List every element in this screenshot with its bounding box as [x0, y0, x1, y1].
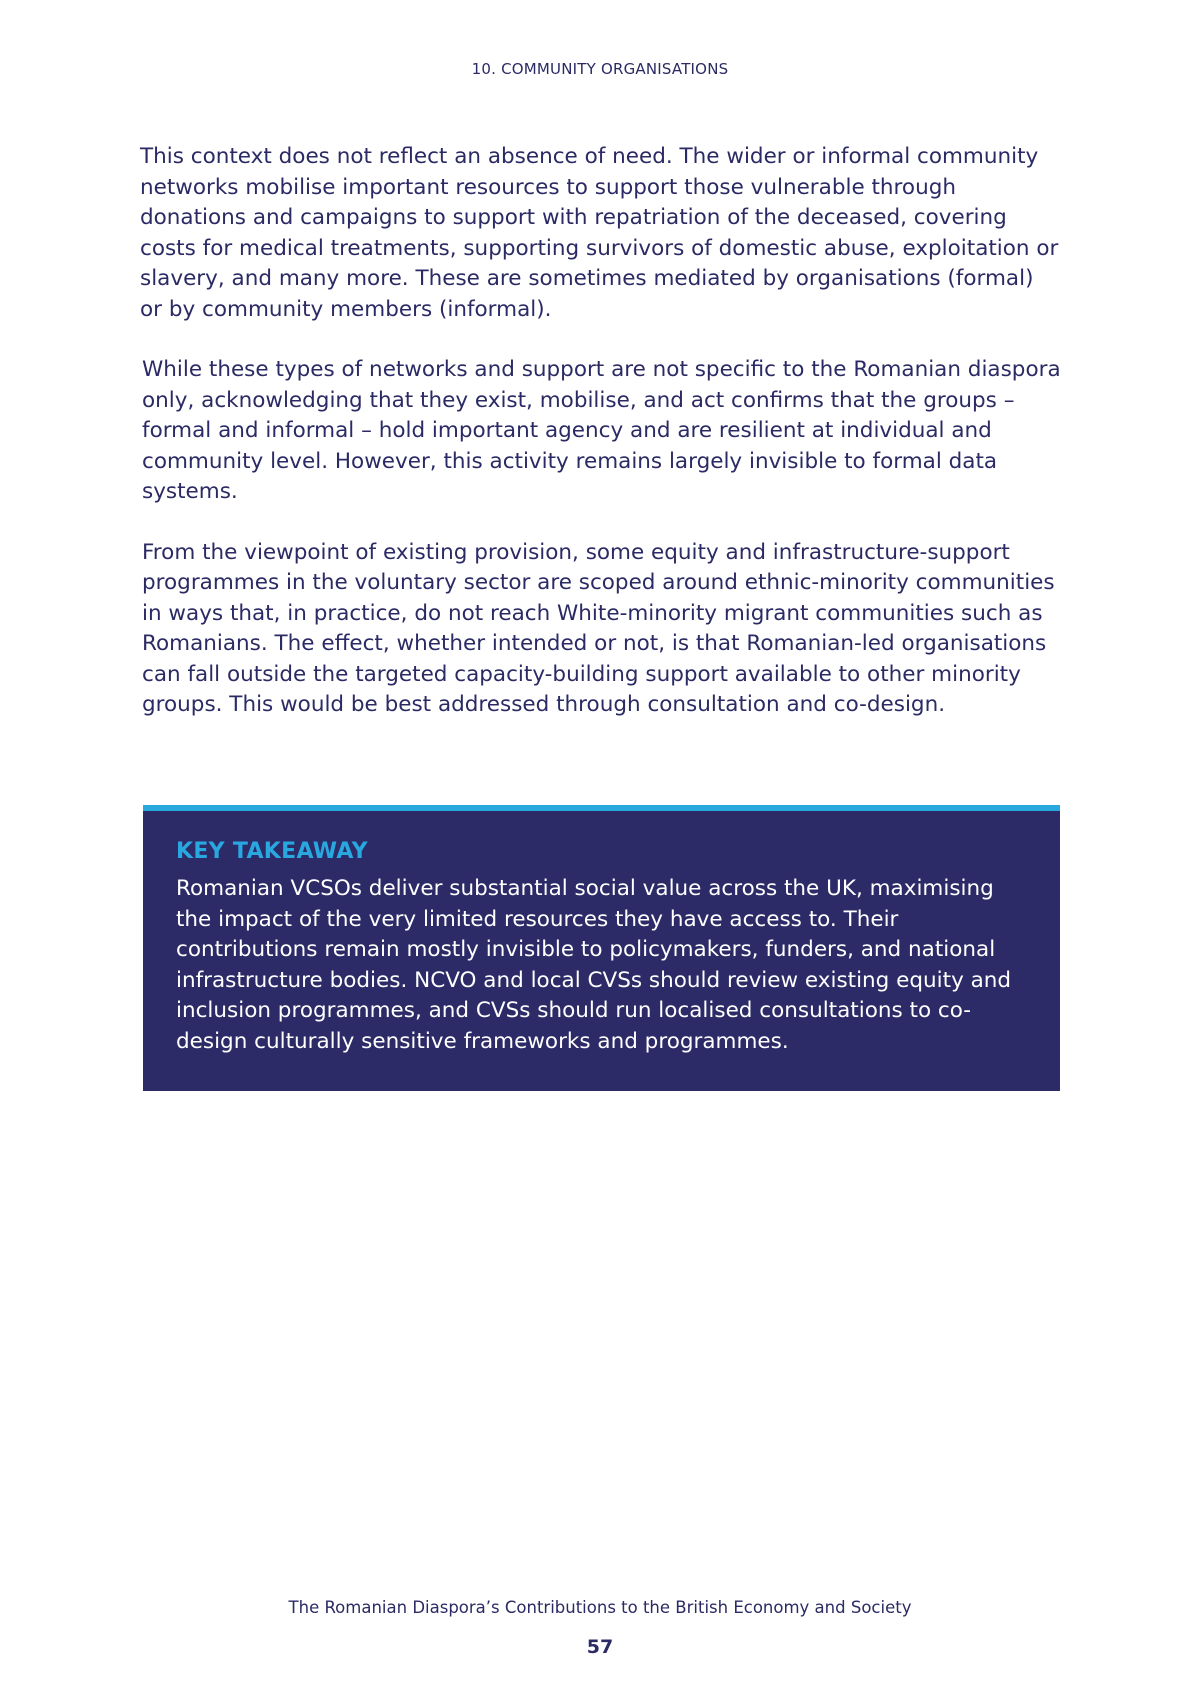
page-number: 57 — [586, 1636, 614, 1658]
key-takeaway-title: KEY TAKEAWAY — [176, 839, 368, 864]
footer-document-title: The Romanian Diaspora’s Contributions to the British Economy and Society — [288, 1598, 912, 1617]
paragraph-provision: From the viewpoint of existing provision, some equity and infrastructure-support programmes in the voluntary sector are scoped around ethnic-minority communities in ways that, in practice, do not reach White-minority migrant communities such as Romanians. The effect, whether intended or not, is that Romanian-led organisations can fall outside the targeted capacity-building support available to other minority groups. This would be best addressed through consultation and co-design. — [142, 539, 1055, 717]
paragraph-networks: While these types of networks and support are not specific to the Romanian diaspora only, acknowledging that they exist, mobilise, and act confirms that the groups – formal and informal – hold important agency and are resilient at individual and community level. However, this activity remains largely invisible to formal data systems. — [142, 357, 1061, 504]
section-header: 10. COMMUNITY ORGANISATIONS — [471, 60, 729, 78]
key-takeaway-box — [143, 805, 1060, 1091]
main-content — [142, 142, 1062, 751]
key-takeaway-text: Romanian VCSOs deliver substantial social value across the UK, maximising the impact of the very limited resources they have access to. Their contributions remain mostly invisible to policymakers, funders, and national infrastructure bodies. NCVO and local CVSs should review existing equity and inclusion programmes, and CVSs should run localised consultations to co-design culturally sensitive frameworks and programmes. — [176, 876, 1012, 1054]
paragraph-context: This context does not reflect an absence of need. The wider or informal community networks mobilise important resources to support those vulnerable through donations and campaigns to support with repatriation of the deceased, covering costs for medical treatments, supporting survivors of domestic abuse, exploitation or slavery, and many more. These are sometimes mediated by organisations (formal) or by community members (informal). — [140, 144, 1059, 322]
